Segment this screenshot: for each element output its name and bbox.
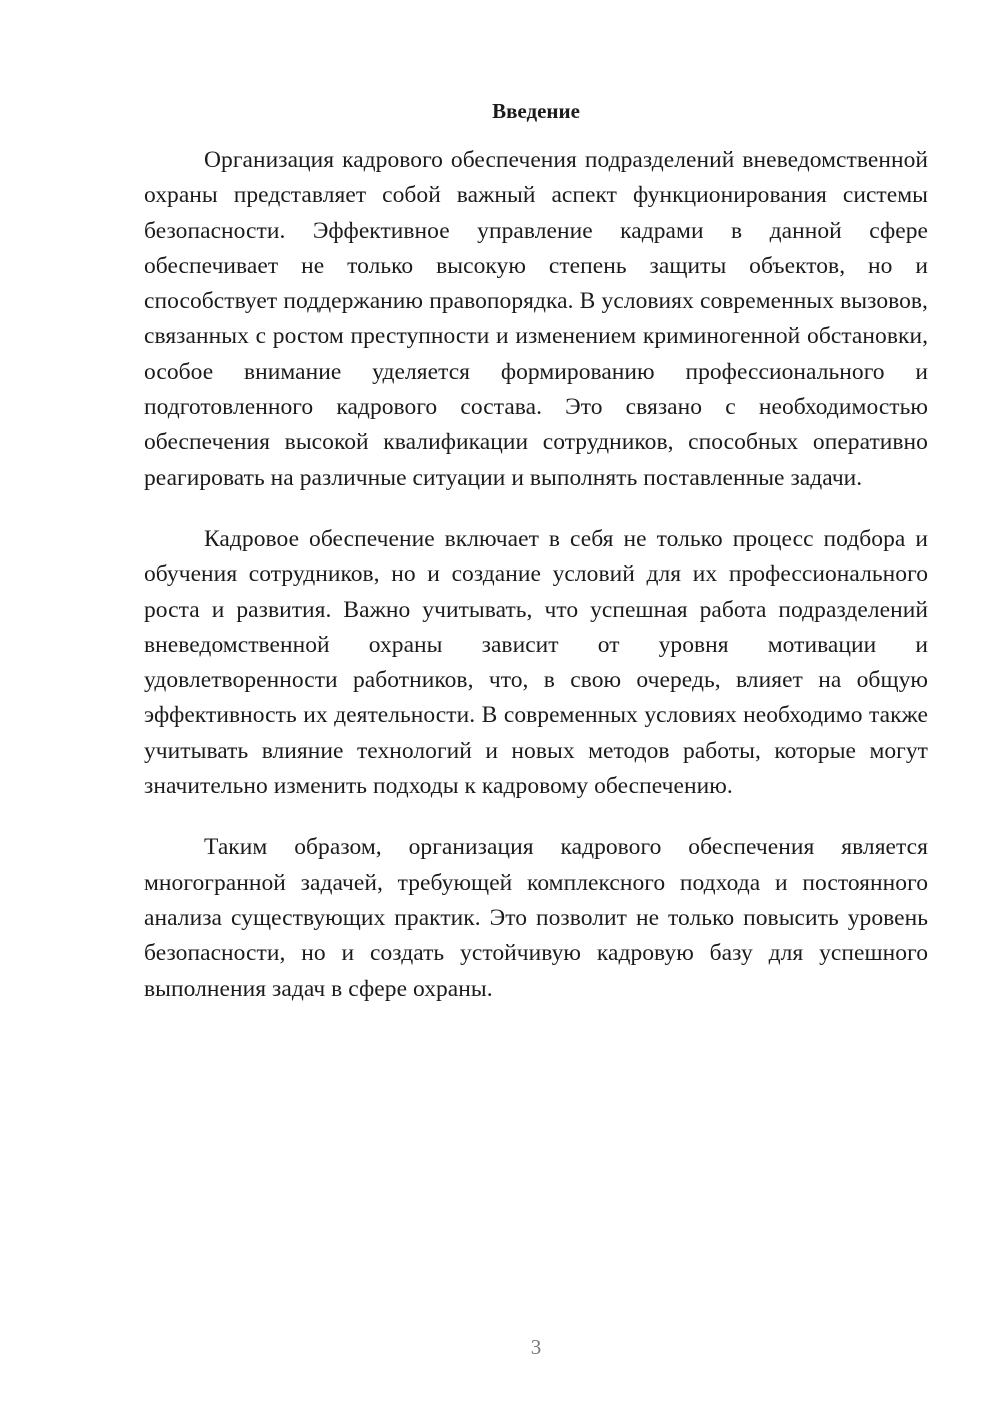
body-text bbox=[144, 143, 928, 1007]
section-title: Введение bbox=[492, 99, 580, 123]
paragraph-2: Кадровое обеспечение включает в себя не только процесс подбора и обучения сотрудников, но и создание условий для их профессионального роста и развития. Важно учитывать, что успешная работа подразделений вневедомственной охраны зависит от уровня мотивации и удовлетворенности работников, что, в свою очередь, влияет на общую эффективность их деятельности. В современных условиях необходимо также учитывать влияние технологий и новых методов работы, которые могут значительно изменить подходы к кадровому обеспечению. bbox=[144, 525, 928, 800]
paragraph-3: Таким образом, организация кадрового обеспечения является многогранной задачей, требующей комплексного подхода и постоянного анализа существующих практик. Это позволит не только повысить уровень безопасности, но и создать устойчивую кадровую базу для успешного выполнения задач в сфере охраны. bbox=[144, 834, 928, 1002]
page-number: 3 bbox=[530, 1335, 542, 1359]
paragraph-1: Организация кадрового обеспечения подразделений вневедомственной охраны представляет собой важный аспект функционирования системы безопасности. Эффективное управление кадрами в данной сфере обеспечивает не только высокую степень защиты объектов, но и способствует поддержанию правопорядка. В условиях современных вызовов, связанных с ростом преступности и изменением криминогенной обстановки, особое внимание уделяется формированию профессионального и подготовленного кадрового состава. Это связано с необходимостью обеспечения высокой квалификации сотрудников, способных оперативно реагировать на различные ситуации и выполнять поставленные задачи. bbox=[144, 147, 928, 491]
